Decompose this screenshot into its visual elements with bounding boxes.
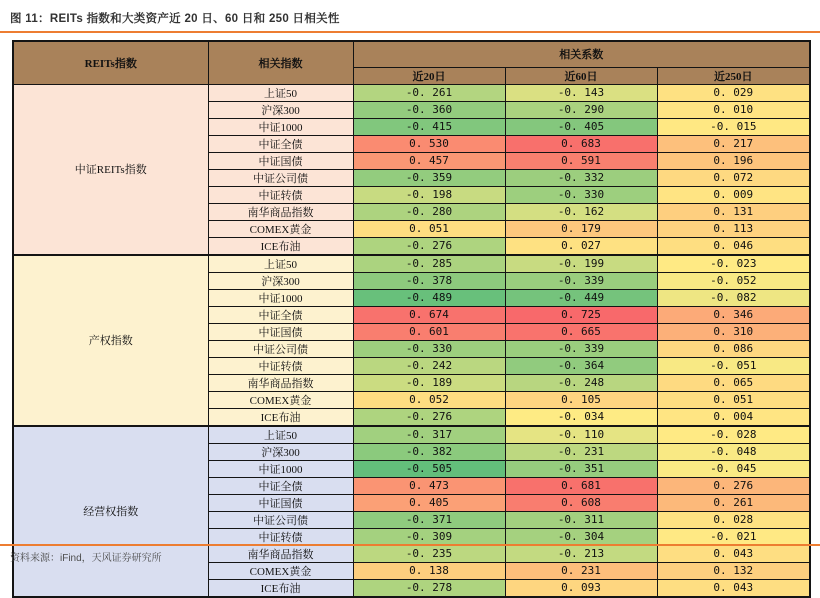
value-cell: 0. 131: [657, 203, 810, 220]
value-cell: -0. 162: [505, 203, 657, 220]
value-cell: 0. 217: [657, 135, 810, 152]
row-label: 沪深300: [208, 443, 353, 460]
header-reits-index: REITs指数: [13, 41, 208, 84]
row-label: 上证50: [208, 426, 353, 444]
row-group-label: 经营权指数: [13, 426, 208, 597]
value-cell: -0. 276: [353, 237, 505, 255]
value-cell: 0. 043: [657, 545, 810, 562]
header-correlation-coefficient: 相关系数: [353, 41, 810, 67]
value-cell: 0. 138: [353, 562, 505, 579]
figure-title: 图 11：REITs 指数和大类资产近 20 日、60 日和 250 日相关性: [10, 13, 340, 25]
value-cell: -0. 290: [505, 101, 657, 118]
table-header: [13, 41, 810, 84]
value-cell: -0. 199: [505, 255, 657, 273]
value-cell: -0. 023: [657, 255, 810, 273]
row-label: 中证国债: [208, 152, 353, 169]
value-cell: -0. 339: [505, 272, 657, 289]
value-cell: -0. 449: [505, 289, 657, 306]
value-cell: -0. 189: [353, 374, 505, 391]
row-label: 中证1000: [208, 460, 353, 477]
value-cell: -0. 489: [353, 289, 505, 306]
value-cell: 0. 231: [505, 562, 657, 579]
value-cell: -0. 213: [505, 545, 657, 562]
value-cell: -0. 034: [505, 408, 657, 426]
value-cell: 0. 601: [353, 323, 505, 340]
value-cell: 0. 405: [353, 494, 505, 511]
row-label: 中证国债: [208, 323, 353, 340]
value-cell: -0. 242: [353, 357, 505, 374]
value-cell: 0. 665: [505, 323, 657, 340]
value-cell: -0. 359: [353, 169, 505, 186]
value-cell: -0. 351: [505, 460, 657, 477]
value-cell: -0. 317: [353, 426, 505, 444]
value-cell: 0. 113: [657, 220, 810, 237]
value-cell: 0. 261: [657, 494, 810, 511]
value-cell: -0. 371: [353, 511, 505, 528]
value-cell: -0. 028: [657, 426, 810, 444]
value-cell: -0. 048: [657, 443, 810, 460]
value-cell: 0. 457: [353, 152, 505, 169]
header-related-index: 相关指数: [208, 41, 353, 84]
value-cell: -0. 082: [657, 289, 810, 306]
source-note: 资料来源：iFind，天风证券研究所: [10, 553, 162, 564]
value-cell: -0. 278: [353, 579, 505, 597]
row-label: 上证50: [208, 255, 353, 273]
value-cell: -0. 248: [505, 374, 657, 391]
row-label: 中证公司债: [208, 511, 353, 528]
header-period-250d: 近250日: [657, 67, 810, 84]
correlation-table: [12, 40, 811, 598]
value-cell: -0. 332: [505, 169, 657, 186]
header-period-20d: 近20日: [353, 67, 505, 84]
value-cell: 0. 608: [505, 494, 657, 511]
row-label: COMEX黄金: [208, 220, 353, 237]
top-divider: [0, 31, 820, 33]
row-label: 中证全债: [208, 135, 353, 152]
value-cell: 0. 072: [657, 169, 810, 186]
row-group-label: 产权指数: [13, 255, 208, 426]
header-period-60d: 近60日: [505, 67, 657, 84]
value-cell: 0. 043: [657, 579, 810, 597]
value-cell: 0. 051: [353, 220, 505, 237]
value-cell: 0. 105: [505, 391, 657, 408]
row-label: ICE布油: [208, 237, 353, 255]
row-label: 中证公司债: [208, 340, 353, 357]
row-label: 中证1000: [208, 289, 353, 306]
value-cell: -0. 015: [657, 118, 810, 135]
value-cell: 0. 276: [657, 477, 810, 494]
value-cell: 0. 093: [505, 579, 657, 597]
row-label: 中证国债: [208, 494, 353, 511]
value-cell: -0. 261: [353, 84, 505, 101]
value-cell: 0. 681: [505, 477, 657, 494]
row-label: 沪深300: [208, 101, 353, 118]
row-label: 中证转债: [208, 528, 353, 545]
value-cell: 0. 028: [657, 511, 810, 528]
value-cell: -0. 311: [505, 511, 657, 528]
value-cell: -0. 045: [657, 460, 810, 477]
row-label: 中证1000: [208, 118, 353, 135]
value-cell: -0. 304: [505, 528, 657, 545]
row-label: 沪深300: [208, 272, 353, 289]
value-cell: 0. 051: [657, 391, 810, 408]
value-cell: -0. 309: [353, 528, 505, 545]
value-cell: 0. 179: [505, 220, 657, 237]
row-label: 中证全债: [208, 477, 353, 494]
bottom-divider: [0, 544, 820, 546]
value-cell: 0. 086: [657, 340, 810, 357]
value-cell: -0. 021: [657, 528, 810, 545]
row-label: 上证50: [208, 84, 353, 101]
value-cell: -0. 143: [505, 84, 657, 101]
value-cell: 0. 065: [657, 374, 810, 391]
row-label: COMEX黄金: [208, 391, 353, 408]
value-cell: 0. 132: [657, 562, 810, 579]
value-cell: -0. 110: [505, 426, 657, 444]
value-cell: -0. 330: [505, 186, 657, 203]
value-cell: -0. 280: [353, 203, 505, 220]
value-cell: -0. 360: [353, 101, 505, 118]
value-cell: -0. 364: [505, 357, 657, 374]
value-cell: 0. 029: [657, 84, 810, 101]
value-cell: -0. 276: [353, 408, 505, 426]
row-label: 中证转债: [208, 357, 353, 374]
value-cell: -0. 285: [353, 255, 505, 273]
value-cell: 0. 683: [505, 135, 657, 152]
table-row: [13, 84, 810, 101]
value-cell: -0. 339: [505, 340, 657, 357]
row-label: ICE布油: [208, 579, 353, 597]
value-cell: 0. 004: [657, 408, 810, 426]
value-cell: -0. 415: [353, 118, 505, 135]
value-cell: -0. 382: [353, 443, 505, 460]
value-cell: -0. 405: [505, 118, 657, 135]
value-cell: 0. 046: [657, 237, 810, 255]
row-label: 南华商品指数: [208, 374, 353, 391]
value-cell: 0. 310: [657, 323, 810, 340]
row-label: 中证公司债: [208, 169, 353, 186]
value-cell: 0. 052: [353, 391, 505, 408]
row-label: 中证全债: [208, 306, 353, 323]
value-cell: 0. 674: [353, 306, 505, 323]
value-cell: -0. 051: [657, 357, 810, 374]
value-cell: 0. 010: [657, 101, 810, 118]
value-cell: 0. 591: [505, 152, 657, 169]
value-cell: -0. 052: [657, 272, 810, 289]
row-label: 中证转债: [208, 186, 353, 203]
row-label: ICE布油: [208, 408, 353, 426]
row-group-label: 中证REITs指数: [13, 84, 208, 255]
value-cell: 0. 009: [657, 186, 810, 203]
row-label: 南华商品指数: [208, 545, 353, 562]
value-cell: -0. 330: [353, 340, 505, 357]
value-cell: 0. 196: [657, 152, 810, 169]
value-cell: -0. 235: [353, 545, 505, 562]
value-cell: 0. 725: [505, 306, 657, 323]
table-row: [13, 255, 810, 273]
correlation-table-body: [13, 84, 810, 597]
value-cell: -0. 505: [353, 460, 505, 477]
table-row: [13, 426, 810, 444]
value-cell: 0. 530: [353, 135, 505, 152]
value-cell: 0. 027: [505, 237, 657, 255]
value-cell: -0. 198: [353, 186, 505, 203]
row-label: 南华商品指数: [208, 203, 353, 220]
value-cell: -0. 231: [505, 443, 657, 460]
value-cell: 0. 346: [657, 306, 810, 323]
row-label: COMEX黄金: [208, 562, 353, 579]
value-cell: 0. 473: [353, 477, 505, 494]
value-cell: -0. 378: [353, 272, 505, 289]
